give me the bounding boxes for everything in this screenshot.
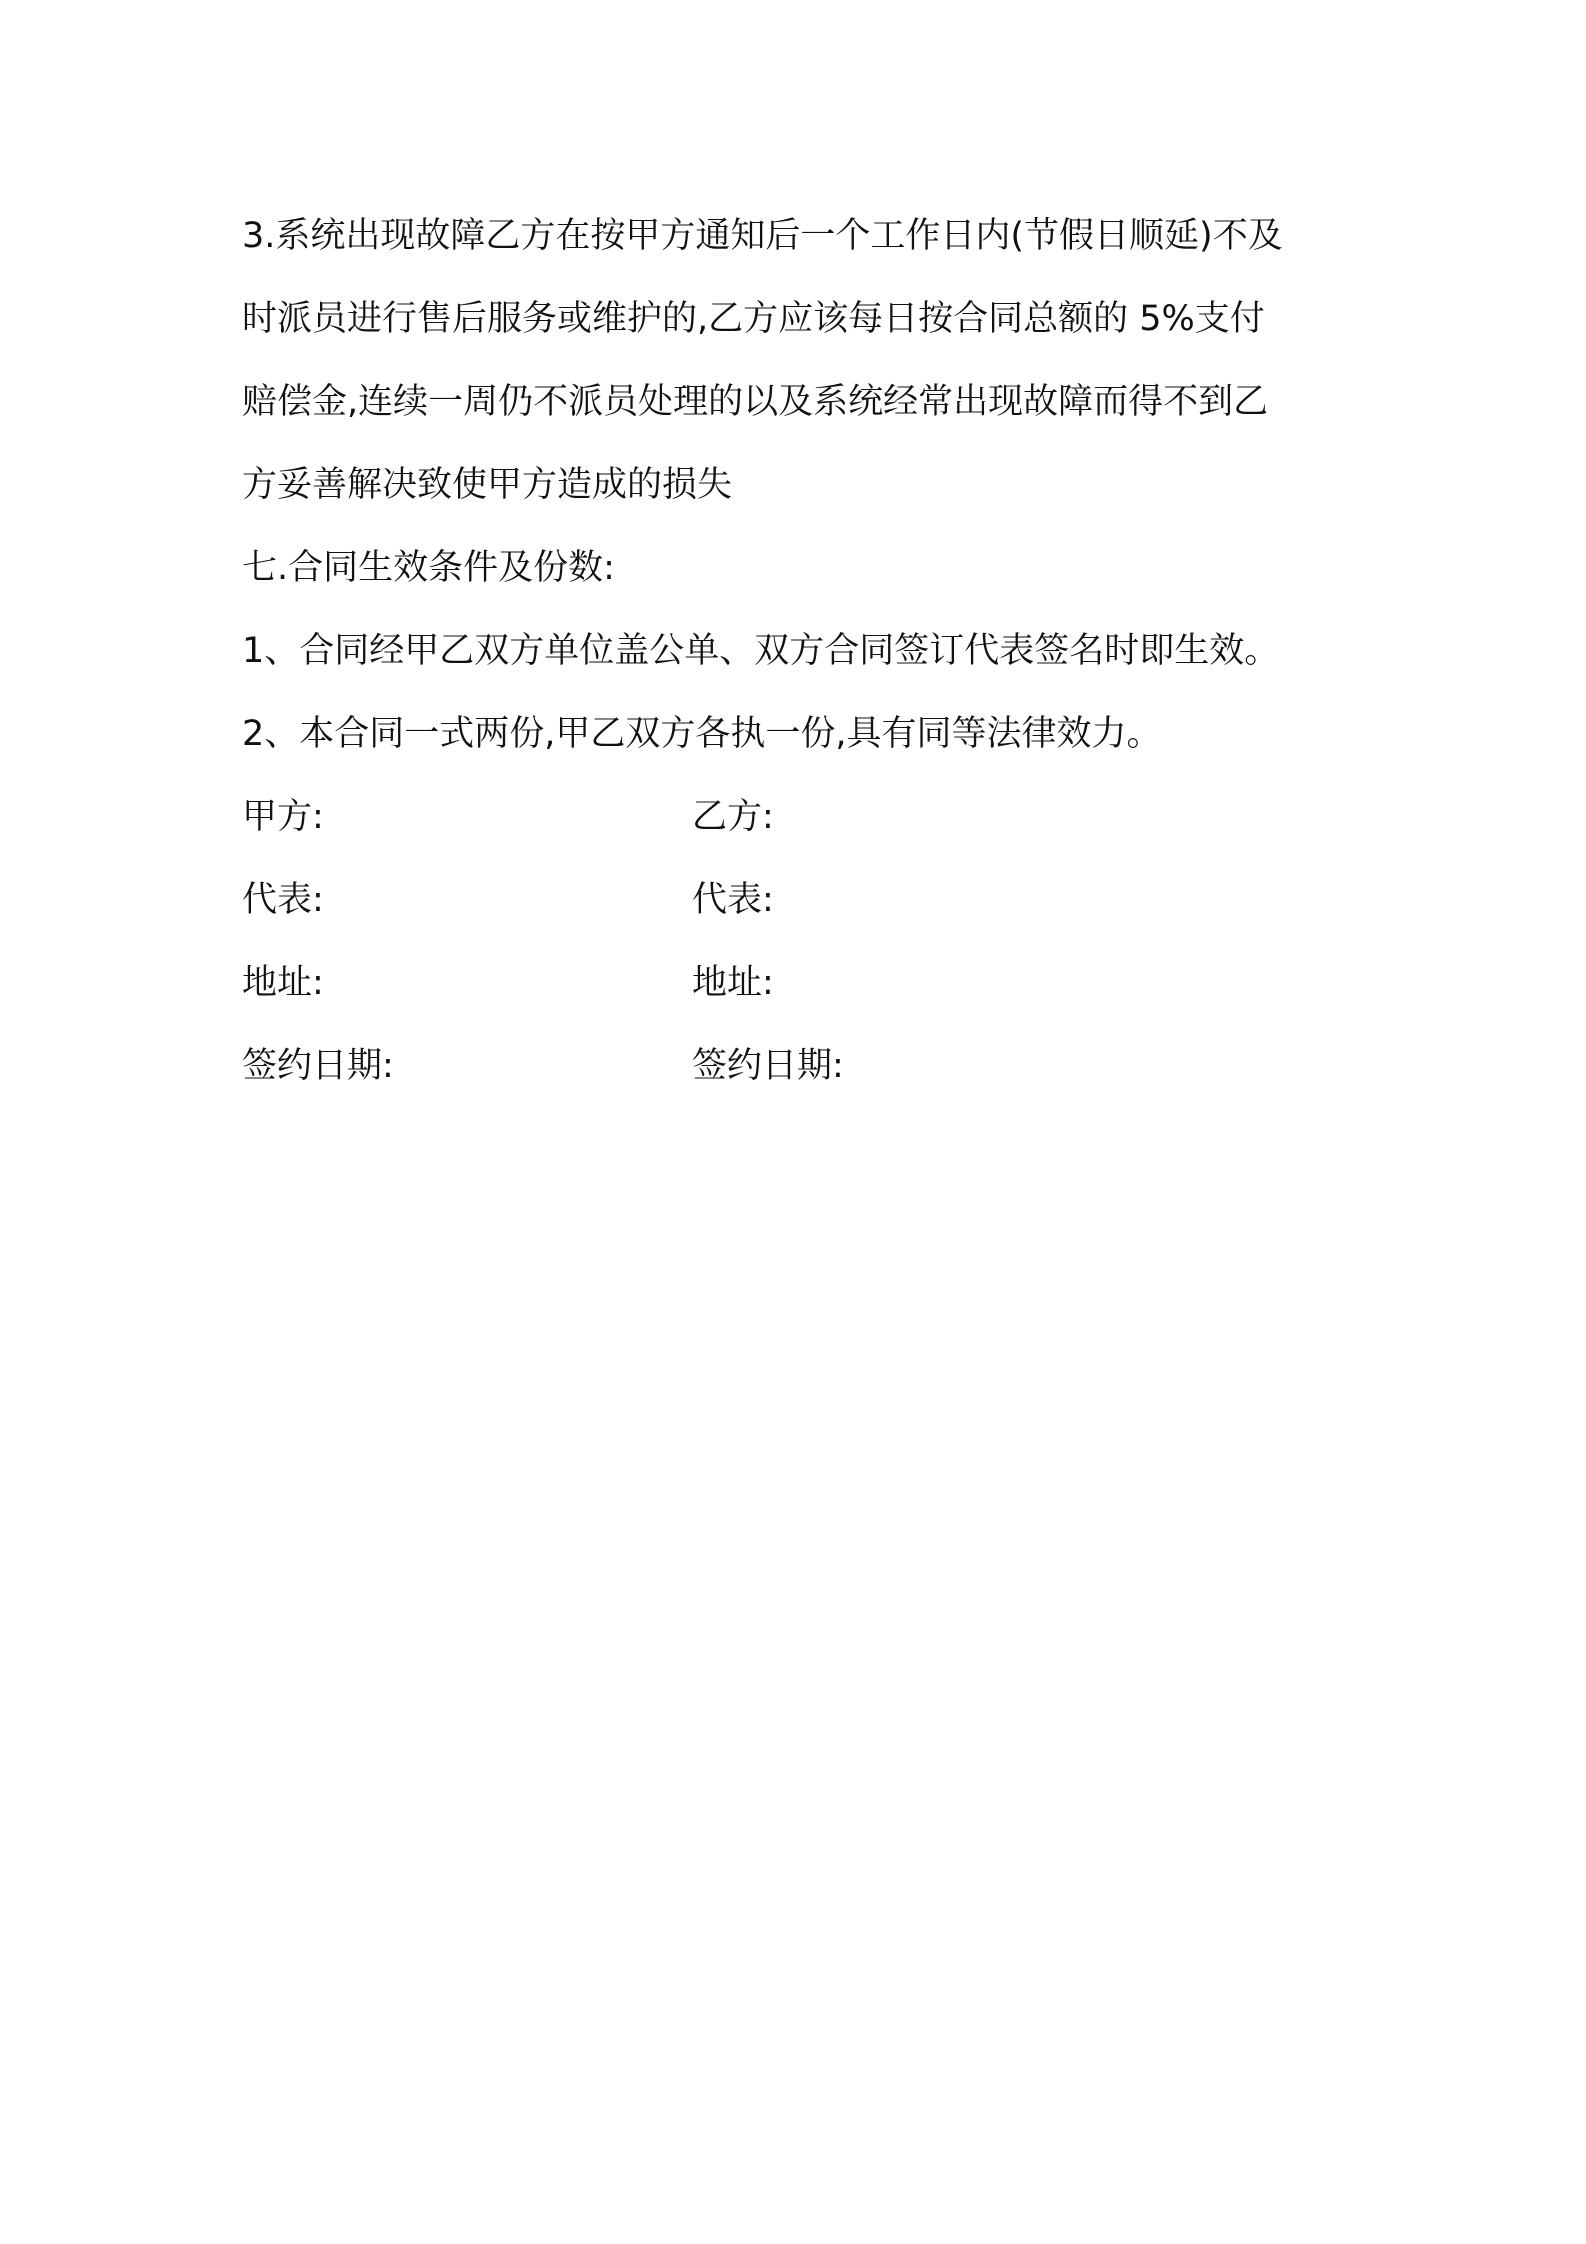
address-b-label: 地址:: [692, 963, 774, 1003]
section-7-item-1: 1、合同经甲乙双方单位盖公单、双方合同签订代表签名时即生效。: [242, 631, 1280, 671]
signing-date-a-label: 签约日期:: [242, 1046, 394, 1086]
clause-3-line-3: 赔偿金,连续一周仍不派员处理的以及系统经常出现故障而得不到乙: [242, 382, 1269, 422]
document-body: [242, 195, 1362, 1108]
clause-3-line-1: 3.系统出现故障乙方在按甲方通知后一个工作日内(节假日顺延)不及: [242, 216, 1283, 256]
signature-row-representative: [242, 859, 1362, 942]
address-a-label: 地址:: [242, 963, 324, 1003]
signature-row-date: [242, 1025, 1362, 1108]
party-b-label: 乙方:: [692, 797, 774, 837]
party-a-label: 甲方:: [242, 797, 324, 837]
signature-row-party: [242, 776, 1362, 859]
signing-date-b-label: 签约日期:: [692, 1046, 844, 1086]
representative-b-label: 代表:: [692, 880, 774, 920]
clause-3-line-4: 方妥善解决致使甲方造成的损失: [242, 465, 733, 505]
section-7-title: 七.合同生效条件及份数:: [242, 548, 615, 588]
section-7-item-2: 2、本合同一式两份,甲乙双方各执一份,具有同等法律效力。: [242, 714, 1162, 754]
clause-3-line-2: 时派员进行售后服务或维护的,乙方应该每日按合同总额的 5%支付: [242, 299, 1265, 339]
representative-a-label: 代表:: [242, 880, 324, 920]
signature-row-address: [242, 942, 1362, 1025]
